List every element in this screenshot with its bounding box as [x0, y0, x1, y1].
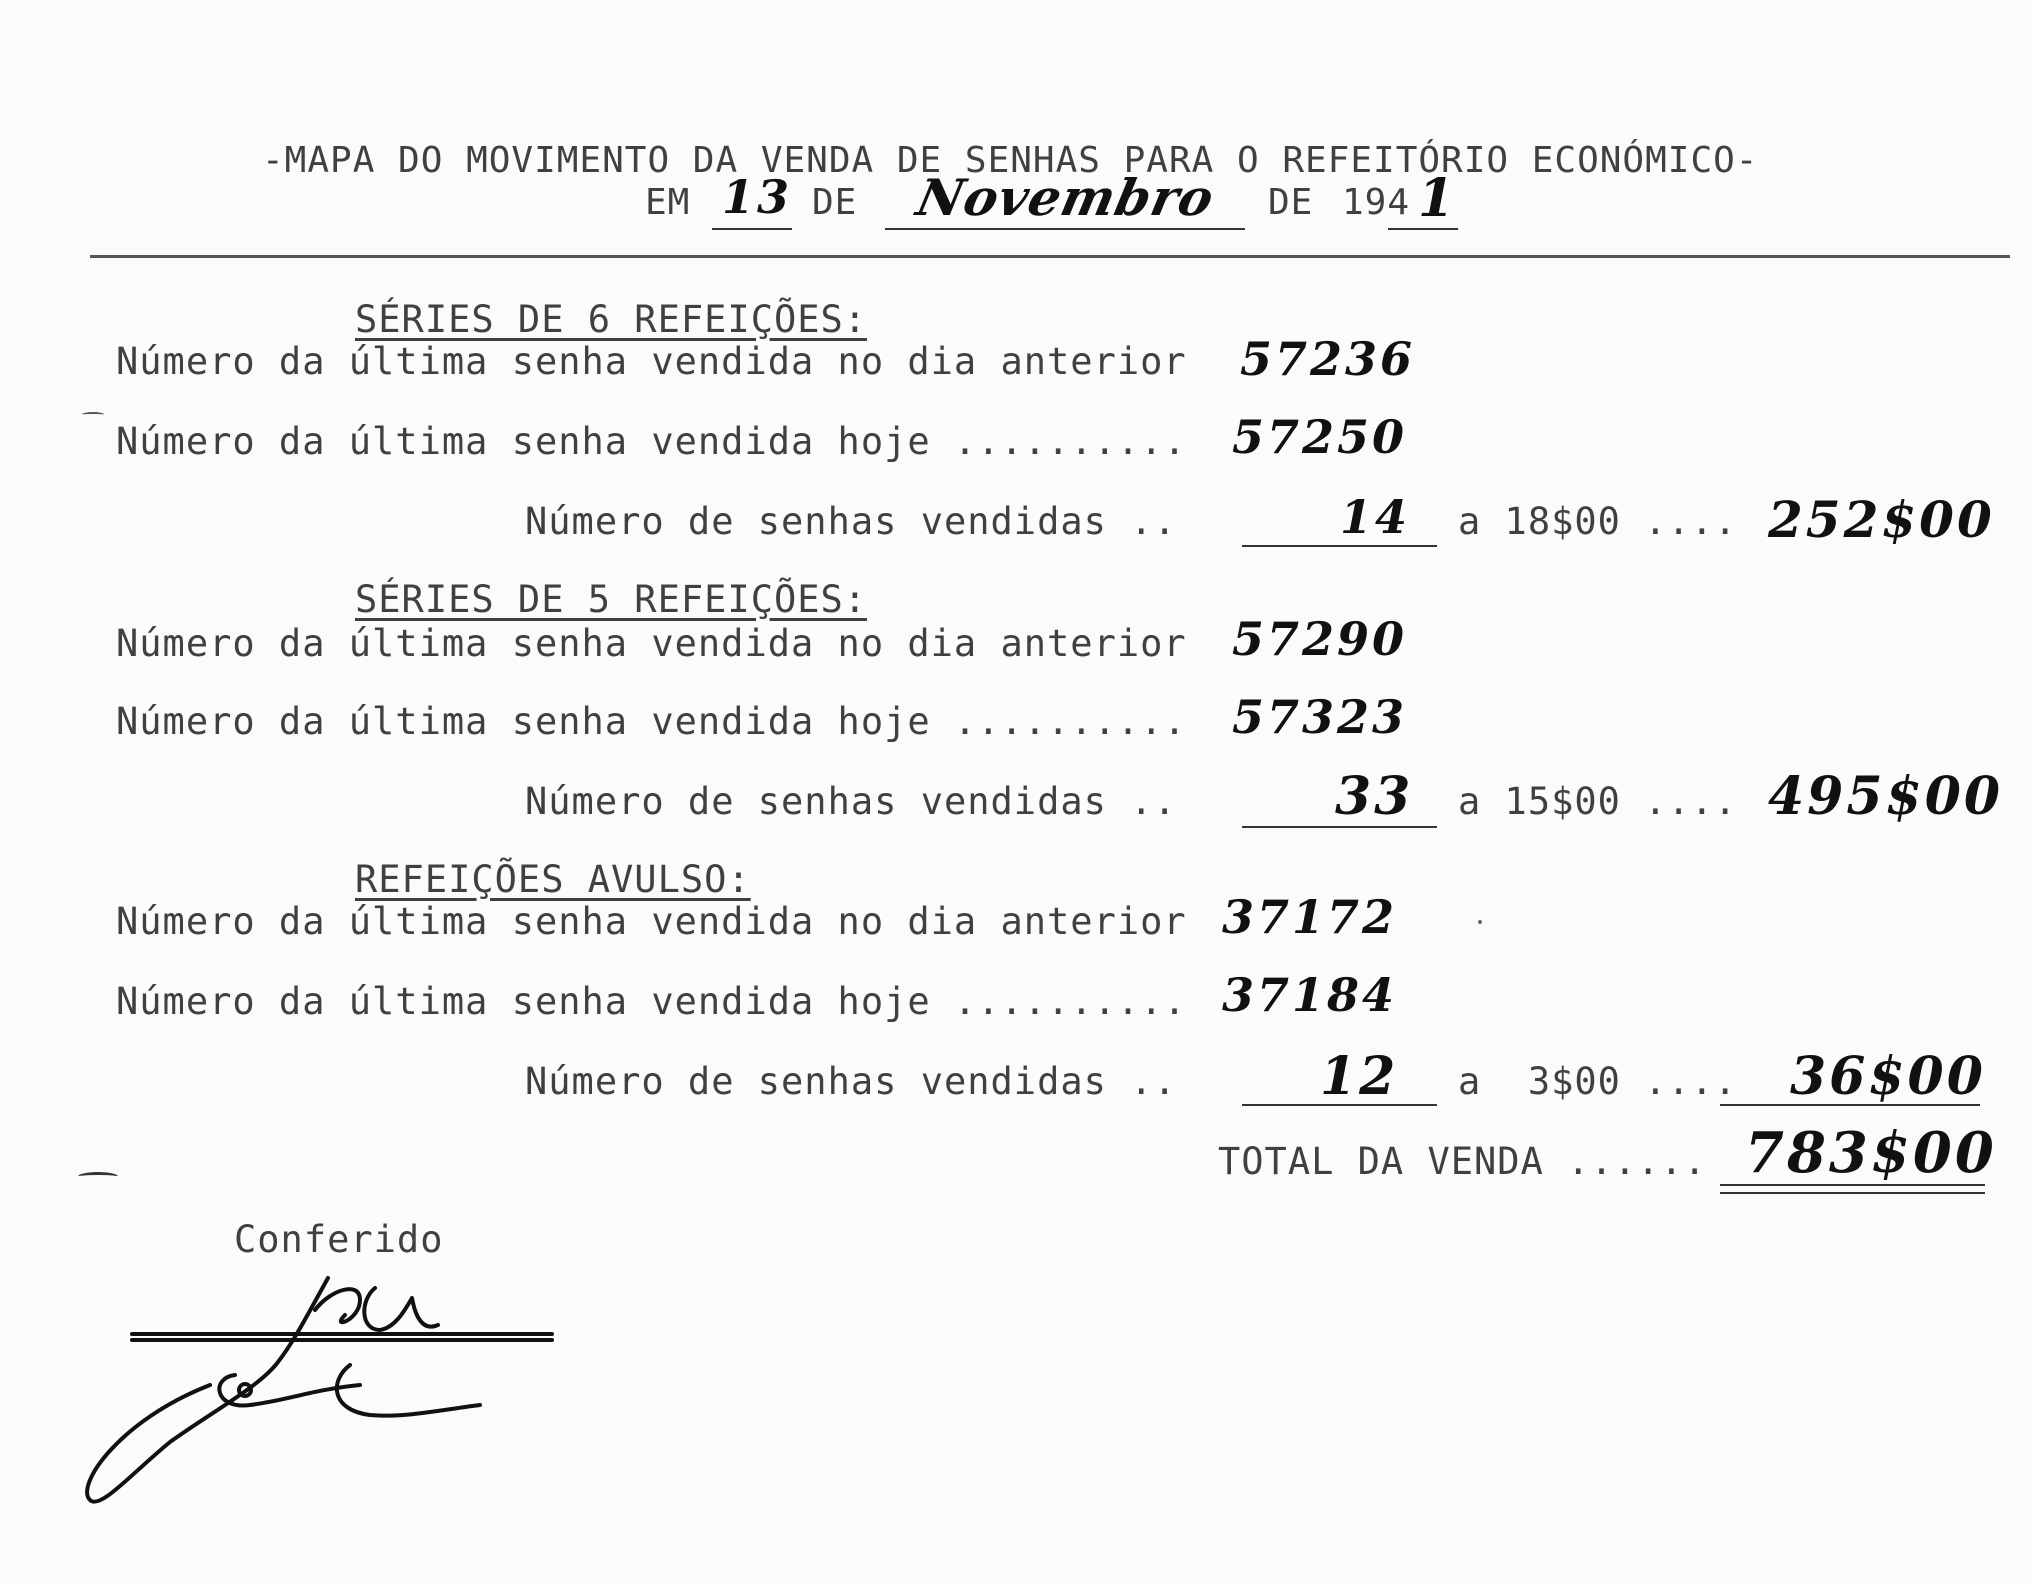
total-line-1	[1720, 1184, 1985, 1186]
date-year-line	[1388, 228, 1458, 230]
section-2-count-label: Número de senhas vendidas ..	[525, 780, 1177, 823]
section-2-today-label: Número da última senha vendida hoje ..........	[116, 700, 1187, 743]
section-3-prev-label: Número da última senha vendida no dia anterior	[116, 900, 1187, 943]
section-3-today-value: 37184	[1222, 968, 1398, 1022]
signature-image	[60, 1270, 580, 1520]
total-line-2	[1720, 1192, 1985, 1194]
section-1-today-value: 57250	[1232, 410, 1408, 464]
paper-mark	[82, 412, 104, 417]
section-2-title: SÉRIES DE 5 REFEIÇÕES:	[355, 578, 868, 621]
total-label: TOTAL DA VENDA ......	[1218, 1140, 1707, 1183]
section-2-count-value: 33	[1335, 766, 1414, 827]
section-3-count-line	[1242, 1104, 1437, 1106]
section-1-title: SÉRIES DE 6 REFEIÇÕES:	[355, 298, 868, 341]
date-de-label-1: DE	[812, 182, 858, 223]
section-3-today-label: Número da última senha vendida hoje ..........	[116, 980, 1187, 1023]
document-title: -MAPA DO MOVIMENTO DA VENDA DE SENHAS PARA O REFEITÓRIO ECONÓMICO-	[262, 140, 1759, 181]
section-3-amount: 36$00	[1790, 1046, 1986, 1107]
section-2-amount: 495$00	[1768, 766, 2004, 827]
section-1-today-label: Número da última senha vendida hoje ..........	[116, 420, 1187, 463]
section-1-count-value: 14	[1340, 490, 1411, 544]
section-1-count-line	[1242, 545, 1437, 547]
header-rule	[90, 255, 2010, 258]
section-2-count-line	[1242, 826, 1437, 828]
section-3-prev-value: 37172	[1222, 890, 1398, 944]
date-day: 13	[722, 170, 793, 224]
date-month: Novembro	[911, 168, 1220, 227]
section-2-prev-value: 57290	[1232, 612, 1408, 666]
date-day-line	[712, 228, 792, 230]
paper-mark	[1478, 920, 1482, 924]
date-year-digit: 1	[1418, 168, 1458, 229]
date-em-label: EM	[645, 182, 691, 223]
section-3-count-label: Número de senhas vendidas ..	[525, 1060, 1177, 1103]
section-3-price: a 3$00 ....	[1458, 1060, 1738, 1103]
section-2-today-value: 57323	[1232, 690, 1408, 744]
section-1-prev-value: 57236	[1240, 332, 1416, 386]
section-2-price: a 15$00 ....	[1458, 780, 1738, 823]
checked-label: Conferido	[234, 1218, 444, 1261]
paper-mark	[78, 1172, 118, 1181]
date-month-line	[885, 228, 1245, 230]
section-3-count-value: 12	[1320, 1046, 1399, 1107]
section-1-price: a 18$00 ....	[1458, 500, 1738, 543]
section-2-prev-label: Número da última senha vendida no dia anterior	[116, 622, 1187, 665]
section-1-prev-label: Número da última senha vendida no dia anterior	[116, 340, 1187, 383]
section-3-title: REFEIÇÕES AVULSO:	[355, 858, 751, 901]
section-1-amount: 252$00	[1768, 490, 1995, 549]
total-amount: 783$00	[1745, 1120, 1997, 1186]
date-de-label-2: DE	[1268, 182, 1314, 223]
section-3-amount-line	[1720, 1104, 1980, 1106]
section-1-count-label: Número de senhas vendidas ..	[525, 500, 1177, 543]
date-year-prefix: 194	[1342, 182, 1411, 223]
